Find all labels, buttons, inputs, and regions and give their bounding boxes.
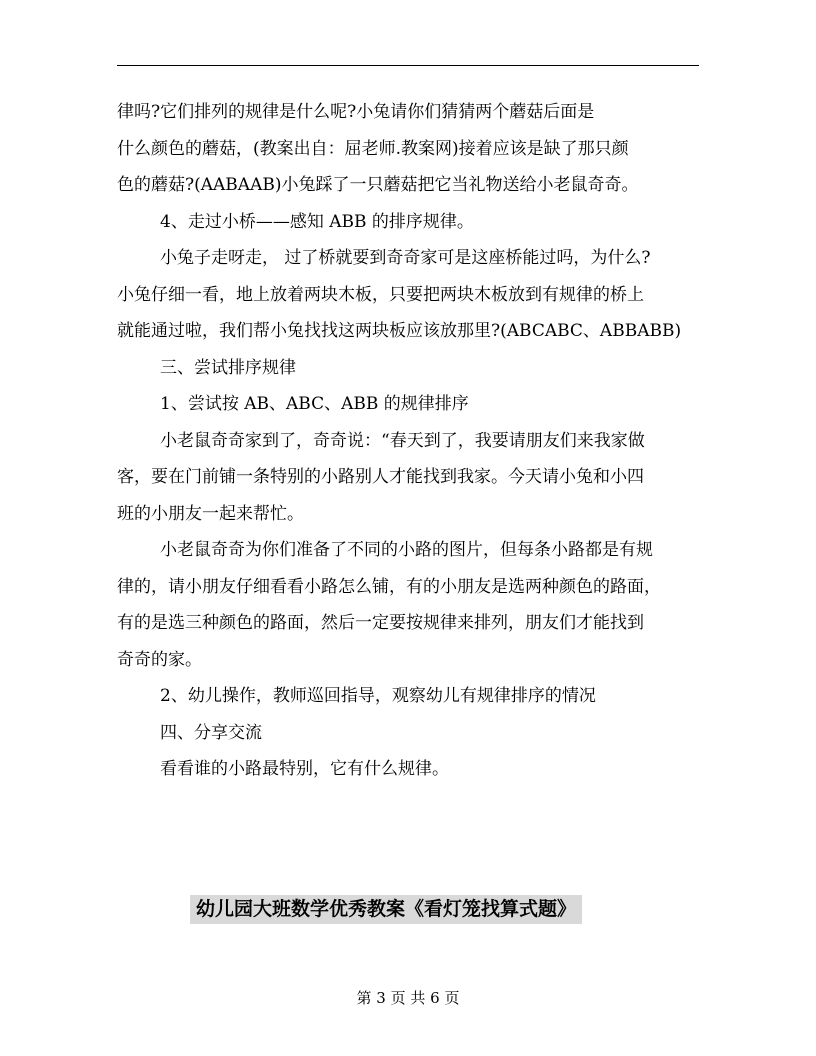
section-heading: 三、尝试排序规律 [160, 357, 296, 378]
section-step-heading: 4、走过小桥——感知 ABB 的排序规律。 [160, 211, 474, 232]
paragraph-line: 什么颜色的蘑菇，(教案出自：屈老师.教案网)接着应该是缺了那只颜 [117, 138, 629, 159]
page-number-footer: 第 3 页 共 6 页 [356, 989, 460, 1007]
paragraph-line: 小兔子走呀走， 过了桥就要到奇奇家可是这座桥能过吗，为什么? [160, 248, 651, 268]
paragraph-line: 奇奇的家。 [117, 649, 202, 670]
next-lesson-title: 幼儿园大班数学优秀教案《看灯笼找算式题》 [190, 895, 582, 924]
header-rule [117, 65, 699, 66]
paragraph-line: 就能通过啦，我们帮小兔找找这两块板应该放那里?(ABCABC、ABBABB) [117, 321, 682, 341]
paragraph-line: 律的，请小朋友仔细看看小路怎么铺，有的小朋友是选两种颜色的路面， [117, 576, 661, 597]
paragraph-line: 小老鼠奇奇家到了，奇奇说：“春天到了，我要请朋友们来我家做 [160, 430, 645, 451]
document-body [117, 94, 707, 788]
paragraph-line: 小老鼠奇奇为你们准备了不同的小路的图片，但每条小路都是有规 [160, 540, 653, 560]
section-step-heading: 2、幼儿操作，教师巡回指导，观察幼儿有规律排序的情况 [160, 686, 596, 706]
paragraph-line: 班的小朋友一起来帮忙。 [117, 503, 304, 524]
section-step-heading: 1、尝试按 AB、ABC、ABB 的规律排序 [160, 394, 469, 414]
paragraph-line: 小兔仔细一看，地上放着两块木板，只要把两块木板放到有规律的桥上 [117, 284, 644, 305]
paragraph-line: 色的蘑菇?(AABAAB)小兔踩了一只蘑菇把它当礼物送给小老鼠奇奇。 [117, 175, 639, 195]
paragraph-line: 客，要在门前铺一条特别的小路别人才能找到我家。今天请小兔和小四 [117, 467, 644, 487]
section-heading: 四、分享交流 [160, 722, 262, 743]
paragraph-line: 看看谁的小路最特别，它有什么规律。 [160, 759, 449, 779]
paragraph-line: 律吗?它们排列的规律是什么呢?小兔请你们猜猜两个蘑菇后面是 [117, 102, 595, 122]
paragraph-line: 有的是选三种颜色的路面，然后一定要按规律来排列，朋友们才能找到 [117, 613, 644, 633]
